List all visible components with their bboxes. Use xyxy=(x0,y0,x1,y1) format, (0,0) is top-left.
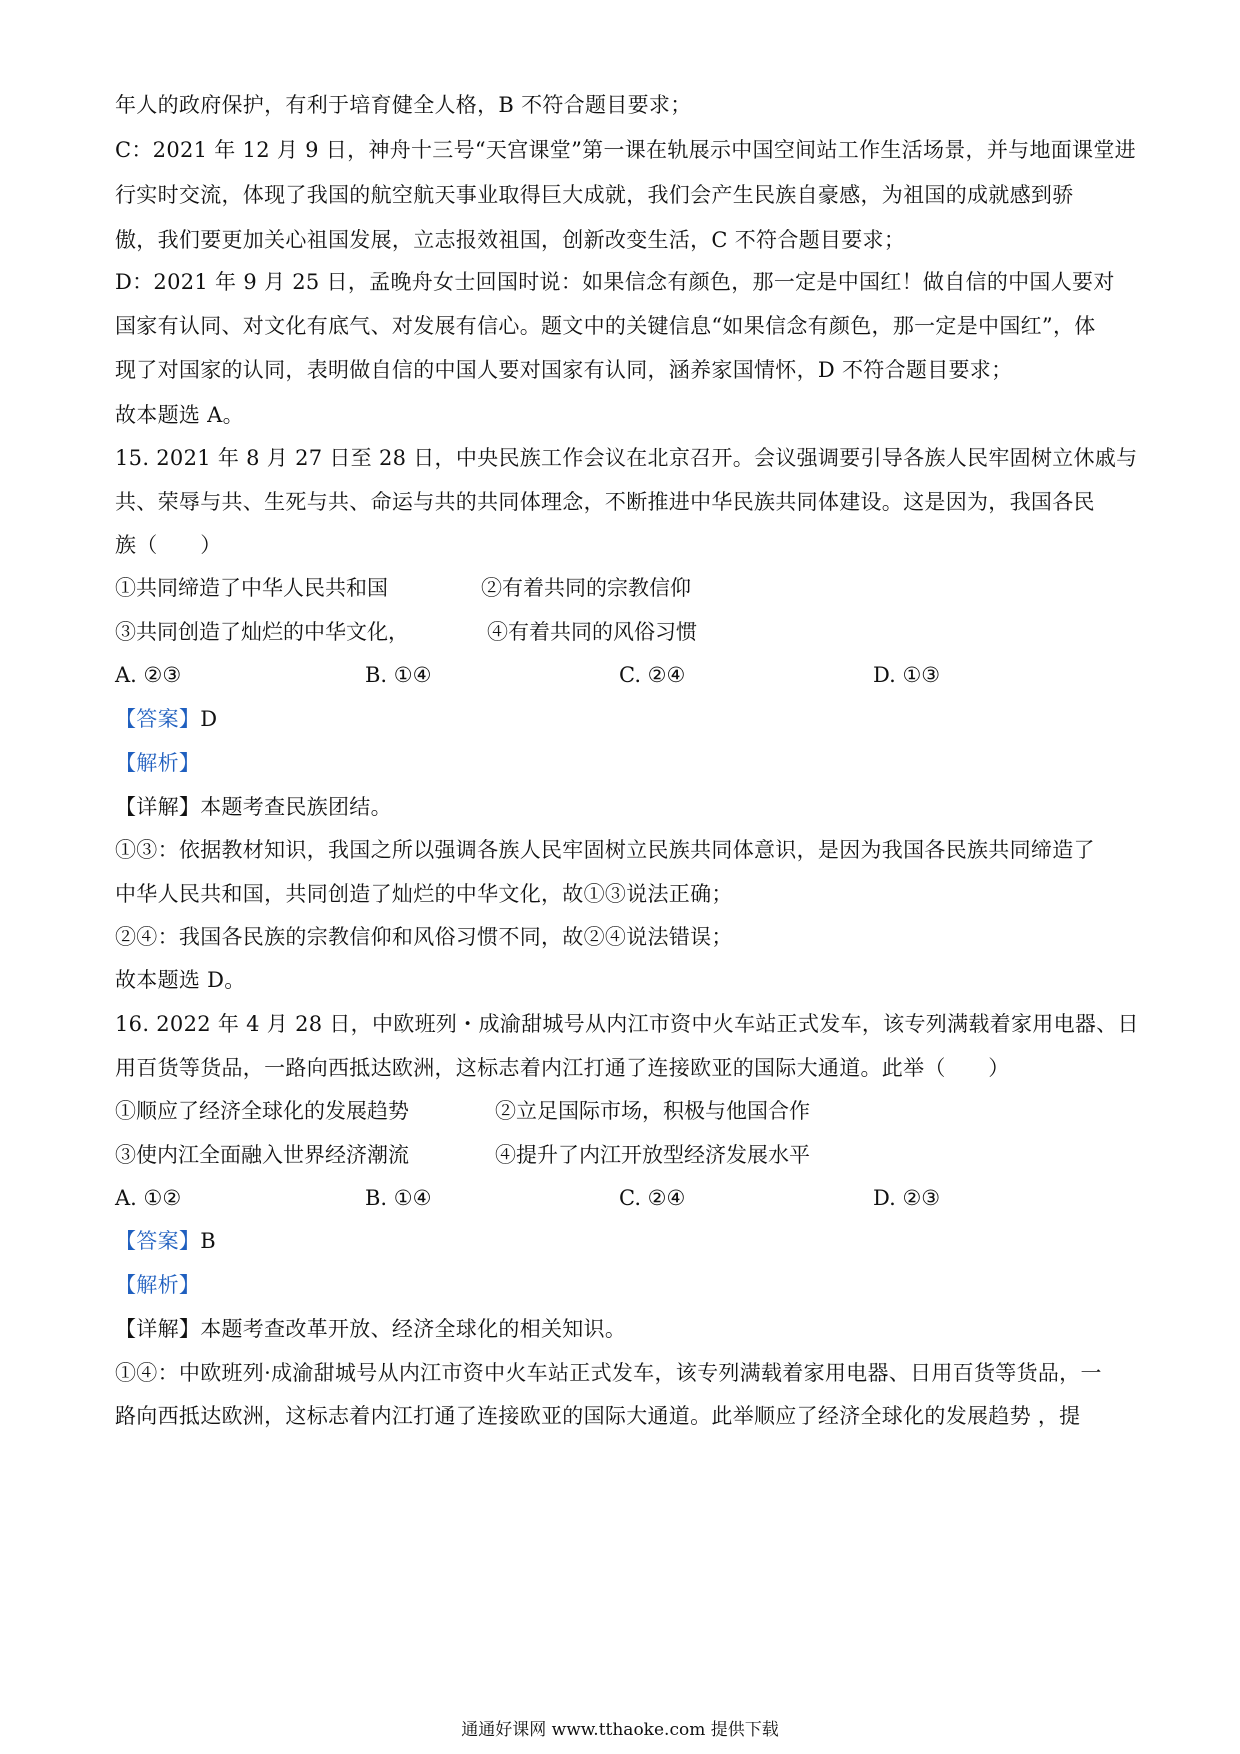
statement-item: ③共同创造了灿烂的中华文化， xyxy=(115,620,409,644)
question-15-items-row xyxy=(115,617,1135,647)
statement-item: ①共同缔造了中华人民共和国 xyxy=(115,576,388,600)
question-16-stem: 16. 2022 年 4 月 28 日，中欧班列・成渝甜城号从内江市资中火车站正式发车，该专列满载着家用电器、日 xyxy=(115,1012,1139,1036)
answer-value: B xyxy=(200,1229,216,1253)
explanation-line: ②④：我国各民族的宗教信仰和风俗习惯不同，故②④说法错误； xyxy=(115,925,733,949)
analysis-line xyxy=(115,1270,1135,1300)
answer-value: D xyxy=(200,707,218,731)
choice-a: A. ①② xyxy=(115,1186,182,1210)
answer-line xyxy=(115,704,1135,734)
question-16-items-row xyxy=(115,1140,1135,1170)
choice-d: D. ②③ xyxy=(873,1186,941,1210)
choice-c: C. ②④ xyxy=(619,663,686,687)
question-15-stem: 15. 2021 年 8 月 27 日至 28 日，中央民族工作会议在北京召开。会议强调要引导各族人民牢固树立休戚与 xyxy=(115,446,1138,470)
option-c-explanation-line: 行实时交流，体现了我国的航空航天事业取得巨大成就，我们会产生民族自豪感，为祖国的成就感到骄 xyxy=(115,183,1074,207)
choice-c: C. ②④ xyxy=(619,1186,686,1210)
option-d-explanation-line: 国家有认同、对文化有底气、对发展有信心。题文中的关键信息“如果信念有颜色，那一定是中国红”，体 xyxy=(115,314,1096,338)
analysis-tag: 【解析】 xyxy=(115,1273,201,1297)
detail-line xyxy=(115,1314,1135,1344)
answer-line xyxy=(115,1226,1135,1256)
choice-b: B. ①④ xyxy=(365,663,432,687)
option-c-explanation-line: 傲，我们要更加关心祖国发展，立志报效祖国，创新改变生活，C 不符合题目要求； xyxy=(115,228,906,252)
page-footer: 通通好课网 www.tthaoke.com 提供下载 xyxy=(461,1720,779,1740)
statement-item: ③使内江全面融入世界经济潮流 xyxy=(115,1143,409,1167)
explanation-line: ①③：依据教材知识，我国之所以强调各族人民牢固树立民族共同体意识，是因为我国各民族共同缔造了 xyxy=(115,838,1095,862)
question-15-stem: 共、荣辱与共、生死与共、命运与共的共同体理念，不断推进中华民族共同体建设。这是因为，我国各民 xyxy=(115,490,1095,514)
detail-tag: 【详解】 xyxy=(115,795,201,819)
conclusion-line: 故本题选 D。 xyxy=(115,968,246,992)
statement-item: ②立足国际市场，积极与他国合作 xyxy=(495,1099,810,1123)
question-15-stem: 族（ ） xyxy=(115,533,222,557)
statement-item: ④有着共同的风俗习惯 xyxy=(487,620,697,644)
explanation-line: ①④：中欧班列·成渝甜城号从内江市资中火车站正式发车，该专列满载着家用电器、日用百货等货品，一 xyxy=(115,1361,1102,1385)
detail-text: 本题考查改革开放、经济全球化的相关知识。 xyxy=(200,1317,627,1341)
option-c-explanation-line: C：2021 年 12 月 9 日，神舟十三号“天宫课堂”第一课在轨展示中国空间站工作生活场景，并与地面课堂进 xyxy=(115,138,1136,162)
choice-a: A. ②③ xyxy=(115,663,182,687)
detail-text: 本题考查民族团结。 xyxy=(200,795,392,819)
statement-item: ④提升了内江开放型经济发展水平 xyxy=(495,1143,810,1167)
question-16-stem: 用百货等货品，一路向西抵达欧洲，这标志着内江打通了连接欧亚的国际大通道。此举（ ） xyxy=(115,1056,1010,1080)
intro-line: 年人的政府保护，有利于培育健全人格，B 不符合题目要求； xyxy=(115,93,692,117)
option-d-explanation-line: 现了对国家的认同，表明做自信的中国人要对国家有认同，涵养家国情怀，D 不符合题目要求； xyxy=(115,358,1013,382)
answer-tag: 【答案】 xyxy=(115,1229,201,1253)
explanation-line: 路向西抵达欧洲，这标志着内江打通了连接欧亚的国际大通道。此举顺应了经济全球化的发展趋势 ，提 xyxy=(115,1404,1081,1428)
question-16-options xyxy=(115,1183,1135,1213)
conclusion-line: 故本题选 A。 xyxy=(115,403,244,427)
choice-b: B. ①④ xyxy=(365,1186,432,1210)
detail-tag: 【详解】 xyxy=(115,1317,201,1341)
choice-d: D. ①③ xyxy=(873,663,941,687)
statement-item: ②有着共同的宗教信仰 xyxy=(481,576,691,600)
explanation-line: 中华人民共和国，共同创造了灿烂的中华文化，故①③说法正确； xyxy=(115,882,733,906)
analysis-line xyxy=(115,748,1135,778)
option-d-explanation-line: D：2021 年 9 月 25 日，孟晚舟女士回国时说：如果信念有颜色，那一定是中国红！做自信的中国人要对 xyxy=(115,270,1115,294)
question-16-items-row xyxy=(115,1096,1135,1126)
answer-tag: 【答案】 xyxy=(115,707,201,731)
question-15-options xyxy=(115,660,1135,690)
statement-item: ①顺应了经济全球化的发展趋势 xyxy=(115,1099,409,1123)
question-15-items-row xyxy=(115,573,1135,603)
detail-line xyxy=(115,792,1135,822)
analysis-tag: 【解析】 xyxy=(115,751,201,775)
